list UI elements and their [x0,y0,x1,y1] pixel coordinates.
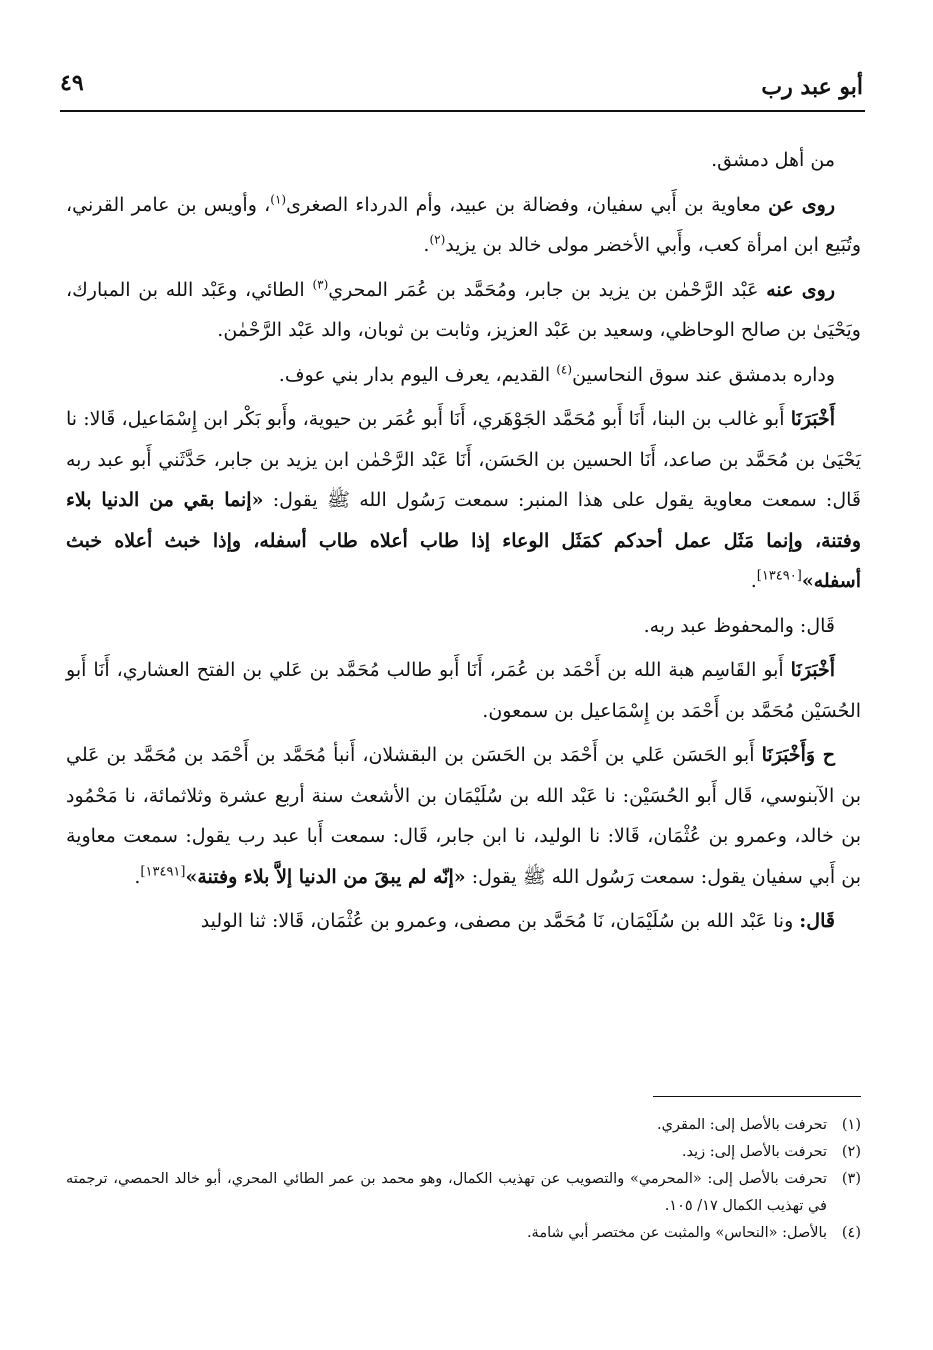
footnote-text: بالأصل: «النحاس» والمثبت عن مختصر أبي شامة. [526,1225,827,1241]
hadith-text: «إنما بقي من الدنيا بلاء وفتنة، وإنما مَثَل عمل أحدكم كمَثَل الوعاء إذا طاب أعلاه طاب أسفله، وإذا خبث أعلاه خبث أسفله» [66,489,861,592]
paragraph-text-tail: ، وأويس بن عامر القرني، وتُبَيع ابن امرأة كعب، وأَبي الأخضر مولى خالد بن يزيد [66,193,861,256]
footnote-item [66,1166,861,1220]
paragraph-isnad-2 [66,650,861,731]
footnote-rule [653,1096,861,1097]
header-rule [60,110,865,112]
footnote-marker: (٤) [556,362,573,377]
hadith-reference: [١٣٤٩٠] [756,568,802,584]
paragraph-text-tail: الطائي، وعَبْد الله بن المبارك، ويَحْيَىٰ بن صالح الوحاظي، وسعيد بن عَبْد العزيز، وثابت بن ثوبان، والد عَبْد الرَّحْمٰن. [66,278,861,341]
footnote-number: (١) [841,1117,861,1133]
paragraph-text: أَبو الحَسَن عَلي بن أَحْمَد بن الحَسَن بن البقشلان، أَنبأ مُحَمَّد بن أَحْمَد بن مُحَمَّد بن عَلي بن الآبنوسي، قَال أَبو الحُسَيْن: نا عَبْد الله بن سُلَيْمَان بن الأشعث سنة أربع عشرة وثلاثمائة، نا مَحْمُود بن خالد، وعمرو بن عُثْمَان، قَالا: نا الوليد، نا ابن جابر، قَال: سمعت أَبا عبد رب يقول: سمعت معاوية بن أَبي سفيان يقول: سمعت رَسُول الله ﷺ يقول: [66,744,861,888]
paragraph-text: قَال: والمحفوظ عبد ربه. [643,614,835,637]
paragraph-lead: ح وَأَخْبَرَنَا [761,744,836,766]
paragraph-lead: أَخْبَرَنَا [790,408,836,430]
footnote-number: (٤) [841,1225,861,1241]
paragraph-text: وداره بدمشق عند سوق النحاسين [572,363,835,386]
footnote-item [66,1220,861,1247]
page-number: ٤٩ [60,70,84,96]
paragraph-isnad-1 [66,399,861,602]
footnote-text: تحرفت بالأصل إلى: «المحرمي» والتصويب عن تهذيب الكمال، وهو محمد بن عمر الطائي المحري، أبو خالد الحمصي، ترجمته في تهذيب الكمال ١٧/ ١٠٥. [66,1171,827,1214]
footnote-item [66,1139,861,1166]
footnotes [66,1112,861,1247]
paragraph-isnad-3 [66,735,861,897]
footnote-item [66,1112,861,1139]
hadith-reference: [١٣٤٩١] [140,864,186,880]
paragraph-text: أَبو القَاسِم هبة الله بن أَحْمَد بن عُمَر، أَنَا أَبو طالب مُحَمَّد بن عَلي بن الفتح العشاري، أَنَا أَبو الحُسَيْن مُحَمَّد بن أَحْمَد بن إِسْمَاعيل بن سمعون. [66,659,861,722]
footnote-marker: (٢) [429,232,446,247]
page-header [60,70,863,106]
paragraph-riwaya-an [66,185,861,266]
footnote-number: (٣) [841,1171,861,1187]
paragraph-end: . [134,865,141,888]
paragraph-text: عَبْد الرَّحْمٰن بن يزيد بن جابر، ومُحَمَّد بن عُمَر المحري [328,278,759,301]
paragraph-text: من أهل دمشق. [711,149,835,171]
paragraph-note [66,606,861,647]
paragraph-lead: روى عنه [766,278,835,301]
footnote-text: تحرفت بالأصل إلى: زيد. [681,1144,827,1160]
footnote-marker: (٣) [312,277,329,292]
running-title: أبو عبد رب [761,74,863,100]
paragraph-riwaya-anhu [66,270,861,351]
paragraph-residence [66,355,861,396]
paragraph-text: معاوية بن أَبي سفيان، وفضالة بن عبيد، وأم الدرداء الصغرى [286,193,761,216]
footnote-text: تحرفت بالأصل إلى: المقري. [657,1117,827,1133]
footnote-marker: (١) [270,192,287,207]
paragraph-text: ونا عَبْد الله بن سُلَيْمَان، نَا مُحَمَّد بن مصفى، وعمرو بن عُثْمَان، قَالا: ثنا الوليد [200,910,794,932]
paragraph-text-end: . [423,234,430,256]
paragraph-end: . [750,570,757,592]
paragraph-isnad-4 [66,901,861,942]
paragraph-text-tail: القديم، يعرف اليوم بدار بني عوف. [278,363,557,386]
paragraph-lead: قَال: [799,910,835,932]
footnote-number: (٢) [841,1144,861,1160]
paragraph-1 [66,140,861,181]
paragraph-lead: روى عن [768,193,835,216]
paragraph-text: أَبو غالب بن البنا، أَنَا أَبو مُحَمَّد الجَوْهَري، أَنَا أَبو عُمَر بن حيوية، وأَبو بَكْر ابن إِسْمَاعيل، قَالا: نا يَحْيَىٰ بن مُحَمَّد بن صاعد، أَنَا الحسين بن الحَسَن، أَنَا عَبْد الرَّحْمٰن ابن يزيد بن جابر، حَدَّثَني أَبو عبد ربه قَال: سمعت معاوية يقول على هذا المنبر: سمعت رَسُول الله ﷺ يقول: [66,408,861,511]
main-text [66,140,861,946]
paragraph-lead: أَخْبَرَنَا [790,659,835,681]
hadith-text: «إنّه لم يبقَ من الدنيا إلاَّ بلاء وفتنة» [185,865,466,888]
